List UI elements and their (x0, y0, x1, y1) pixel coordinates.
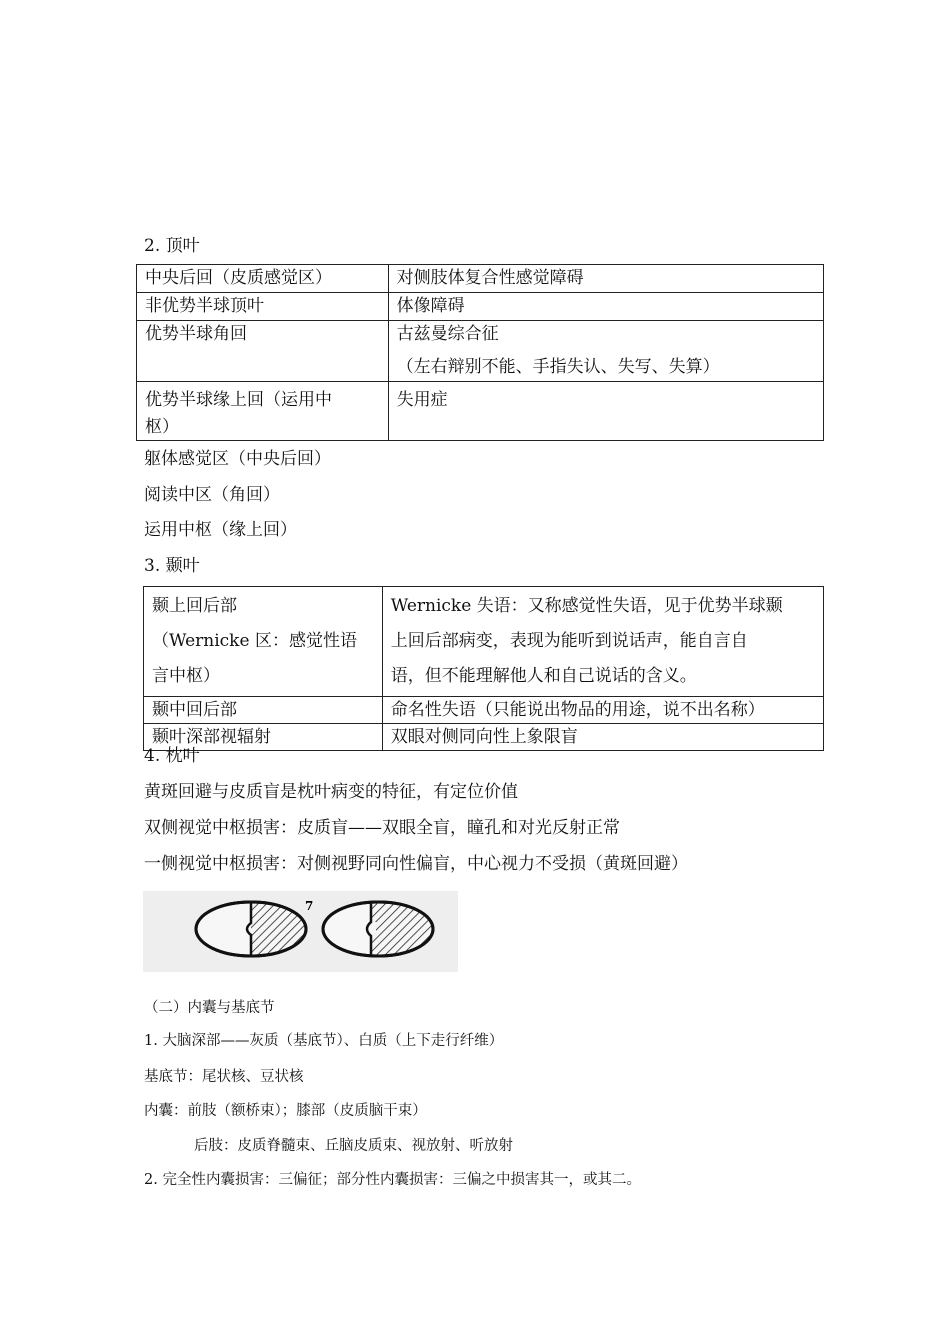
table-row (137, 265, 824, 293)
visual-field-diagram (143, 891, 458, 972)
body-line: 基底节：尾状核、豆状核 (144, 1069, 304, 1085)
note-line: 躯体感觉区（中央后回） (144, 449, 331, 469)
table-row (144, 696, 824, 723)
body-line: 内囊：前肢（额桥束）；膝部（皮质脑干束） (144, 1103, 427, 1119)
region-cell: 优势半球角回 (137, 320, 389, 381)
section-heading-temporal: 3. 颞叶 (144, 556, 200, 576)
body-line: 黄斑回避与皮质盲是枕叶病变的特征，有定位价值 (144, 782, 518, 802)
symptom-line: 语，但不能理解他人和自己说话的含义。 (390, 665, 697, 686)
parietal-table (136, 264, 824, 441)
symptom-cell: 失用症 (388, 381, 823, 440)
region-cell: 颞叶深部视辐射 (144, 723, 383, 750)
symptom-note: （左右辩别不能、手指失认、失写、失算） (396, 356, 720, 377)
body-line: 1. 大脑深部——灰质（基底节）、白质（上下走行纤维） (144, 1033, 504, 1049)
region-line: 优势半球缘上回（运用中 (145, 389, 332, 410)
body-line: 双侧视觉中枢损害：皮质盲——双眼全盲，瞳孔和对光反射正常 (144, 818, 620, 838)
table-row (137, 320, 824, 381)
left-eye-field (196, 899, 314, 961)
body-line: 一侧视觉中枢损害：对侧视野同向性偏盲，中心视力不受损（黄斑回避） (144, 854, 688, 874)
table-row (144, 587, 824, 697)
symptom-cell (388, 320, 823, 381)
symptom-line: 上回后部病变，表现为能听到说话声，能自言自 (390, 630, 748, 651)
region-line: （Wernicke 区：感觉性语 (152, 630, 357, 651)
region-cell (137, 381, 389, 440)
region-cell: 非优势半球顶叶 (137, 292, 389, 320)
note-line: 运用中枢（缘上回） (144, 520, 297, 540)
table-row (137, 292, 824, 320)
region-line: 言中枢） (152, 665, 220, 686)
section-heading-occipital: 4. 枕叶 (144, 746, 200, 766)
section-heading-parietal: 2. 顶叶 (144, 236, 200, 256)
note-line: 阅读中区（角回） (144, 485, 280, 505)
symptom-cell: 命名性失语（只能说出物品的用途，说不出名称） (382, 696, 823, 723)
table-row (137, 381, 824, 440)
region-cell (144, 587, 383, 697)
symptom-cell: 双眼对侧同向性上象限盲 (382, 723, 823, 750)
region-line: 枢） (145, 417, 179, 438)
table-row (144, 723, 824, 750)
region-cell: 中央后回（皮质感觉区） (137, 265, 389, 293)
symptom-line: Wernicke 失语：又称感觉性失语，见于优势半球颞 (390, 596, 783, 616)
temporal-table (143, 586, 824, 751)
region-cell: 颞中回后部 (144, 696, 383, 723)
region-line: 颞上回后部 (152, 596, 237, 616)
symptom-text: 古兹曼综合征 (396, 323, 499, 344)
figure-label: 7 (305, 899, 314, 913)
visual-field-figure (143, 891, 458, 972)
symptom-cell: 体像障碍 (388, 292, 823, 320)
symptom-cell (382, 587, 823, 697)
body-line: 后肢：皮质脊髓束、丘脑皮质束、视放射、听放射 (194, 1138, 513, 1154)
section-heading-capsule: （二）内囊与基底节 (144, 1000, 275, 1016)
symptom-cell: 对侧肢体复合性感觉障碍 (388, 265, 823, 293)
right-eye-field (323, 899, 441, 961)
body-line: 2. 完全性内囊损害：三偏征；部分性内囊损害：三偏之中损害其一，或其二。 (144, 1172, 641, 1188)
